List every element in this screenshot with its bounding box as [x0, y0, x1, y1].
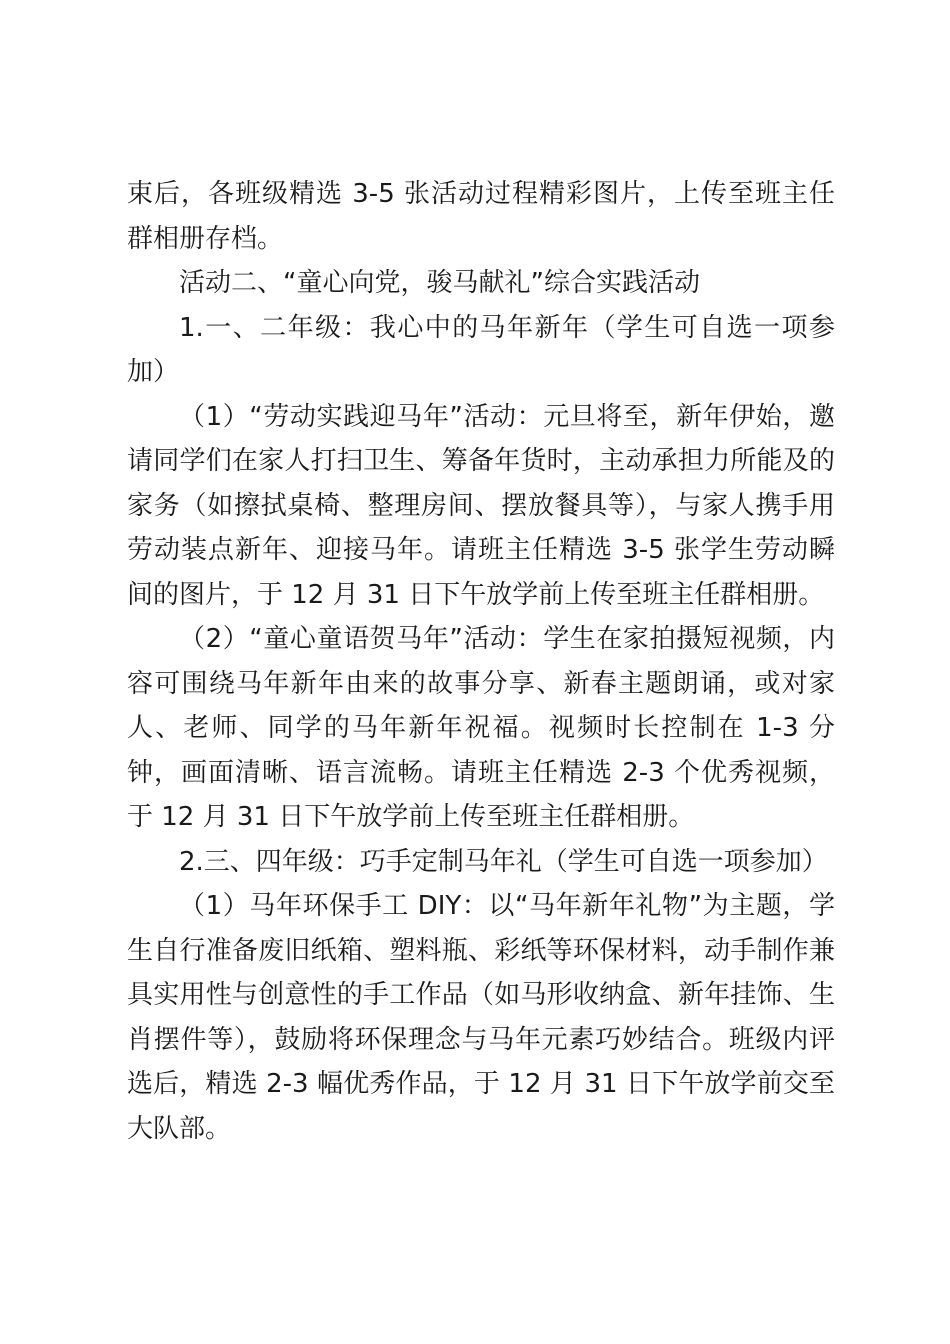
paragraph: 2.三、四年级：巧手定制马年礼（学生可自选一项参加） — [179, 846, 828, 877]
document-body — [127, 172, 835, 1151]
paragraph: 活动二、“童心向党，骏马献礼”综合实践活动 — [179, 268, 700, 298]
paragraph: （1）马年环保手工 DIY：以“马年新年礼物”为主题，学生自行准备废旧纸箱、塑料瓶、彩纸等环保材料，动手制作兼具实用性与创意性的手工作品（如马形收纳盒、新年挂饰、生肖摆件等），鼓励将环保理念与马年元素巧妙结合。班级内评选后，精选 2-3 幅优秀作品，于 12 月 31 日下午放学前交至大队部。 — [127, 891, 835, 1144]
paragraph: 束后，各班级精选 3-5 张活动过程精彩图片，上传至班主任群相册存档。 — [127, 179, 835, 254]
paragraph: （1）“劳动实践迎马年”活动：元旦将至，新年伊始，邀请同学们在家人打扫卫生、筹备年货时，主动承担力所能及的家务（如擦拭桌椅、整理房间、摆放餐具等），与家人携手用劳动装点新年、迎接马年。请班主任精选 3-5 张学生劳动瞬间的图片，于 12 月 31 日下午放学前上传至班主任群相册。 — [127, 401, 835, 610]
paragraph: （2）“童心童语贺马年”活动：学生在家拍摄短视频，内容可围绕马年新年由来的故事分享、新春主题朗诵，或对家人、老师、同学的马年新年祝福。视频时长控制在 1-3 分钟，画面清晰、语言流畅。请班主任精选 2-3 个优秀视频，于 12 月 31 日下午放学前上传至班主任群相册。 — [127, 624, 835, 832]
paragraph: 1.一、二年级：我心中的马年新年（学生可自选一项参加） — [127, 312, 835, 387]
